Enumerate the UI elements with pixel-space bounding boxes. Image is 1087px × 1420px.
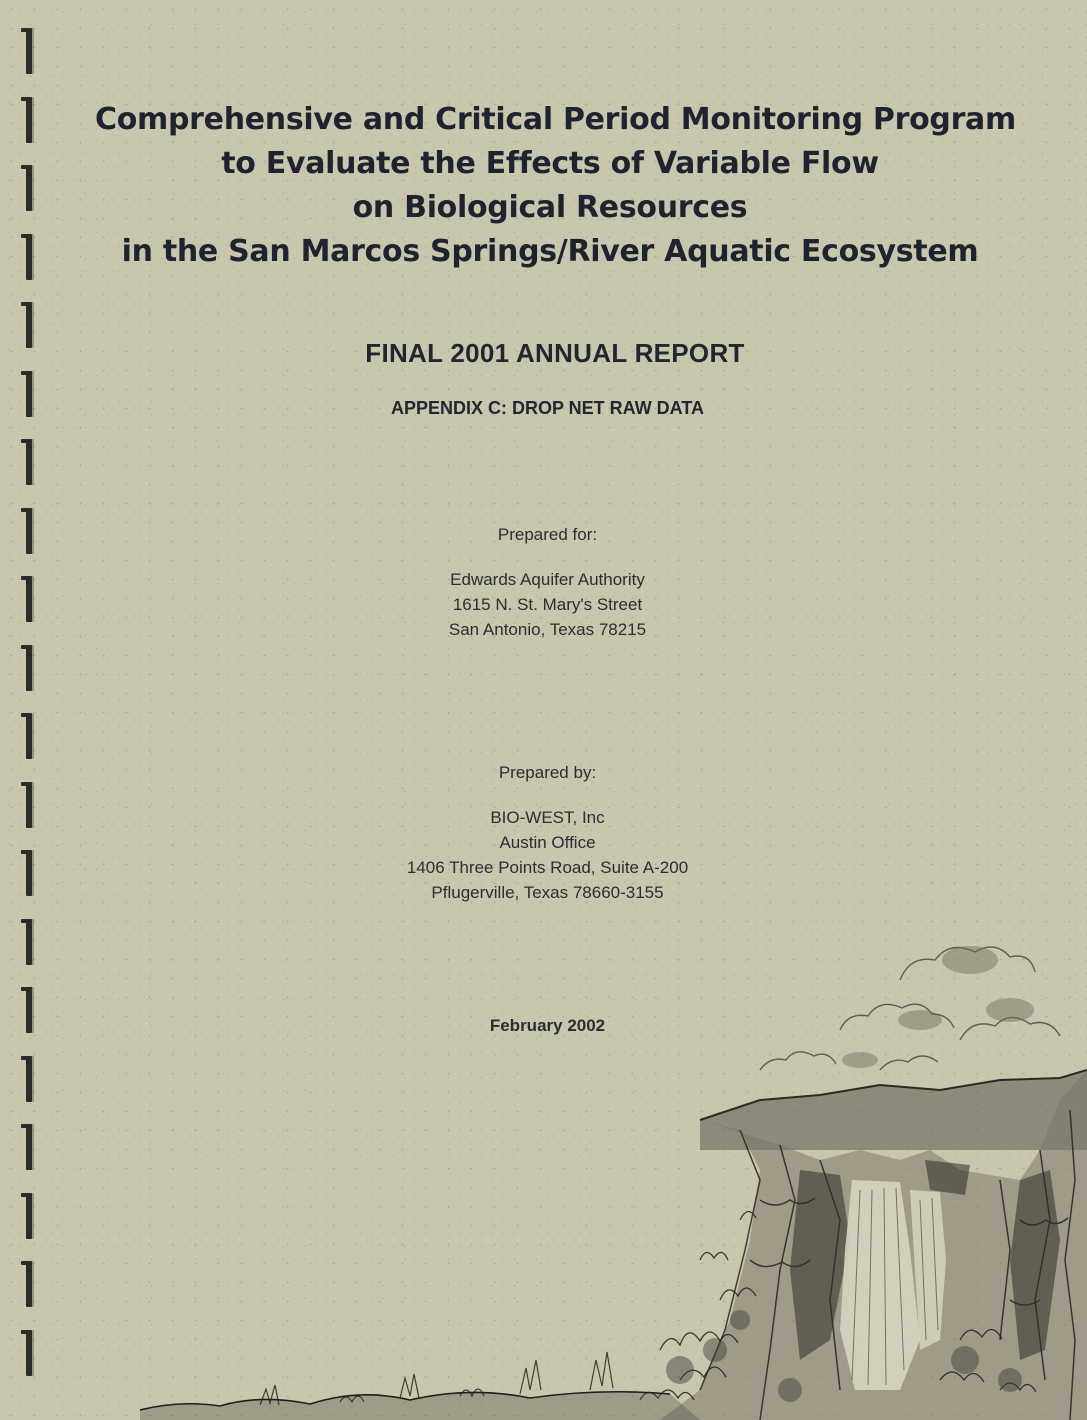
prepared-by-block	[0, 760, 1087, 905]
title-line-4: in the San Marcos Springs/River Aquatic Ecosystem	[121, 234, 979, 269]
prepared-for-block	[0, 522, 1087, 642]
binding-hole	[26, 1193, 32, 1239]
appendix-title: APPENDIX C: DROP NET RAW DATA	[390, 398, 704, 418]
binding-hole	[26, 919, 32, 965]
title-line-1: Comprehensive and Critical Period Monitoring Program	[95, 102, 1016, 137]
binding-hole	[26, 1056, 32, 1102]
prepared-for-line-1: Edwards Aquifer Authority	[450, 570, 645, 589]
prepared-for-line-2: 1615 N. St. Mary's Street	[452, 595, 643, 614]
binding-hole	[26, 234, 32, 280]
report-date: February 2002	[489, 1016, 606, 1035]
prepared-by-line-4: Pflugerville, Texas 78660-3155	[431, 883, 664, 902]
title-line-3: on Biological Resources	[352, 190, 748, 225]
title-line-2: to Evaluate the Effects of Variable Flow	[221, 146, 879, 181]
binding-hole	[26, 439, 32, 485]
waterfall-cliff-illustration	[140, 920, 1087, 1420]
spiral-binding	[18, 28, 38, 1418]
prepared-by-line-1: BIO-WEST, Inc	[490, 808, 605, 827]
prepared-for-line-3: San Antonio, Texas 78215	[448, 620, 647, 639]
prepared-by-line-3: 1406 Three Points Road, Suite A-200	[406, 858, 689, 877]
binding-hole	[26, 165, 32, 211]
prepared-by-line-2: Austin Office	[499, 833, 596, 852]
document-title	[95, 98, 1016, 274]
binding-hole	[26, 97, 32, 143]
report-title: FINAL 2001 ANNUAL REPORT	[365, 338, 745, 368]
binding-hole	[26, 713, 32, 759]
binding-hole	[26, 1261, 32, 1307]
prepared-for-label: Prepared for:	[497, 525, 598, 544]
binding-hole	[26, 645, 32, 691]
binding-hole	[26, 1330, 32, 1376]
binding-hole	[26, 1124, 32, 1170]
prepared-by-label: Prepared by:	[498, 763, 597, 782]
binding-hole	[26, 28, 32, 74]
